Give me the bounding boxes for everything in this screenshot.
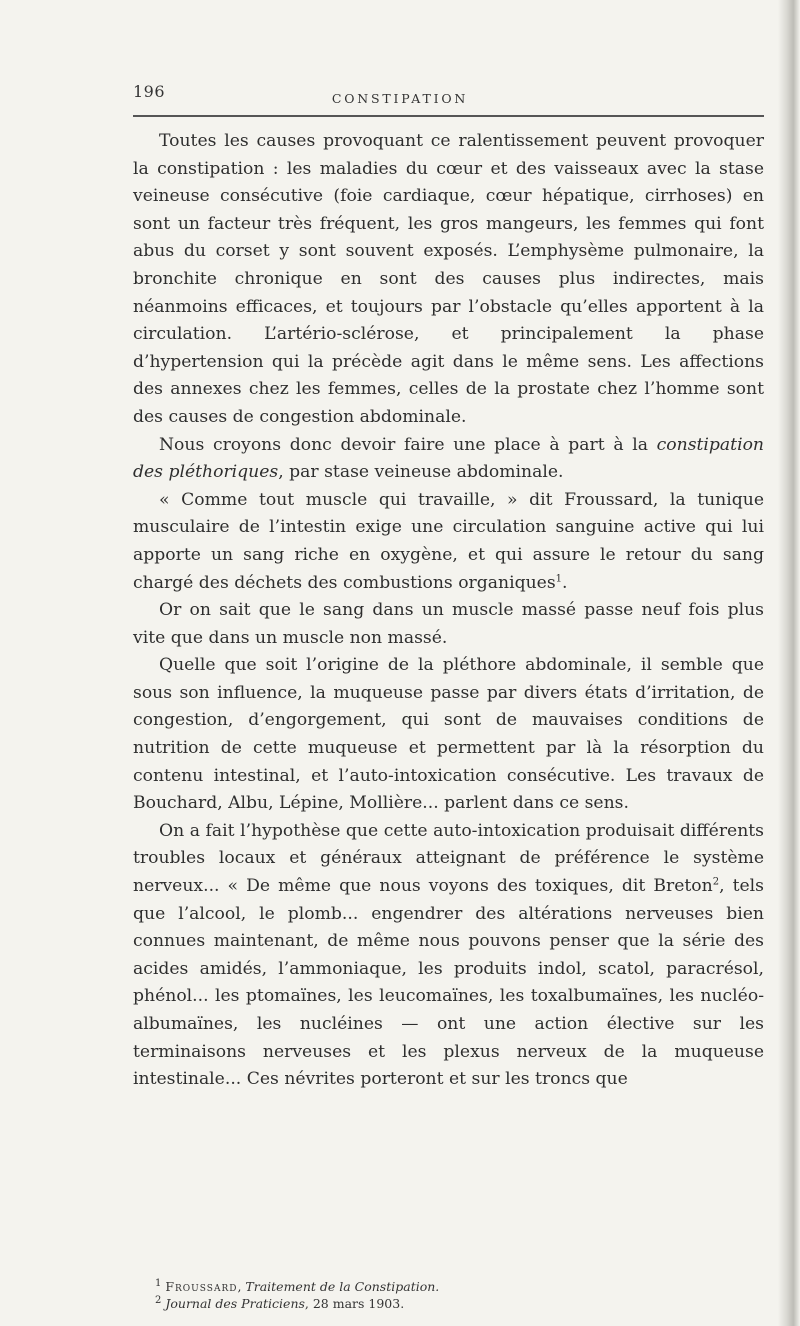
paragraph-1: Toutes les causes provoquant ce ralentissement peuvent provoquer la constipation : les maladies du cœur et des vaisseaux avec la stase veineuse consécutive (foie cardiaque, cœur hépatique, cirrhoses) en sont un facteur très fréquent, les gros mangeurs, les femmes qui font abus du corset y sont souvent exposés. L’emphysème pulmonaire, la bronchite chronique en sont des causes plus indirectes, mais néanmoins efficaces, et toujours par l’obstacle qu’elles apportent à la circulation. L’artério-sclérose, et principalement la phase d’hypertension qui la précède agit dans le même sens. Les affections des annexes chez les femmes, celles de la prostate chez l’homme sont des causes de congestion abdominale. (133, 131, 764, 427)
paragraph-3-text: « Comme tout muscle qui travaille, » dit Froussard, la tunique musculaire de l’intestin exige une circulation sanguine active qui lui apporte un sang riche en oxygène, et qui assure le retour du sang chargé des déchets des combustions organiques (133, 489, 764, 593)
paragraph-2-italic: constipation des pléthoriques (133, 434, 764, 483)
footnotes (133, 1278, 764, 1312)
footnote-1-title: Traitement de la Constipation. (245, 1279, 440, 1294)
paragraph-2 (133, 432, 764, 487)
footnote-2 (133, 1295, 764, 1312)
footnote-1: $^1$ Froussard, Traitement de la Constipation. (155, 1277, 440, 1294)
footnote-1-author: Froussard (165, 1279, 238, 1294)
paragraph-3-end: . (562, 572, 568, 593)
paragraph-2-start: Nous croyons donc devoir faire une place à part à la (159, 434, 657, 455)
footnote-1-marker: 1 (155, 1277, 162, 1289)
paragraph-4: Or on sait que le sang dans un muscle massé passe neuf fois plus vite que dans un muscle non massé. (133, 600, 764, 648)
page-number: 196 (133, 82, 166, 101)
header-rule (133, 115, 764, 117)
paragraph-5: Quelle que soit l’origine de la pléthore abdominale, il semble que sous son influence, la muqueuse passe par divers états d’irritation, de congestion, d’engorgement, qui sont de mauvaises conditions de nutrition de cette muqueuse et permettent par là la résorption du contenu intestinal, et l’auto-intoxication consécutive. Les travaux de Bouchard, Albu, Lépine, Mollière... parlent dans ce sens. (133, 655, 764, 814)
paragraph-6-start: On a fait l’hypothèse que cette auto-intoxication produisait différents troubles locaux et généraux atteignant de préférence le système nerveux... « De même que nous voyons des toxiques, dit Breton (133, 820, 764, 897)
footnote-ref-1: 1 (555, 572, 563, 584)
footnote-2-marker: 2 (155, 1294, 162, 1306)
footnote-2-date: , 28 mars 1903. (304, 1296, 405, 1311)
main-text (133, 128, 764, 1094)
paragraph-2-end: , par stase veineuse abdominale. (278, 462, 564, 483)
paragraph-3 (133, 487, 764, 597)
paragraph-6 (133, 818, 764, 1094)
footnote-ref-2: 2 (712, 876, 720, 888)
footnote-2-journal: Journal des Praticiens (165, 1296, 305, 1311)
running-title: CONSTIPATION (331, 91, 469, 106)
page-edge-shadow (778, 0, 800, 1326)
paragraph-6-end: , tels que l’alcool, le plomb... engendrer des altérations nerveuses bien connues maintenant, de même nous pouvons penser que la série des acides amidés, l’ammoniaque, les produits indol, scatol, paracrésol, phénol... les ptomaïnes, les leucomaïnes, les toxalbumaïnes, les nucléo-albumaïnes, les nucléines — ont une action élective sur les terminaisons nerveuses et les plexus nerveux de la muqueuse intestinale... Ces névrites porteront et sur les troncs que (133, 876, 764, 1090)
